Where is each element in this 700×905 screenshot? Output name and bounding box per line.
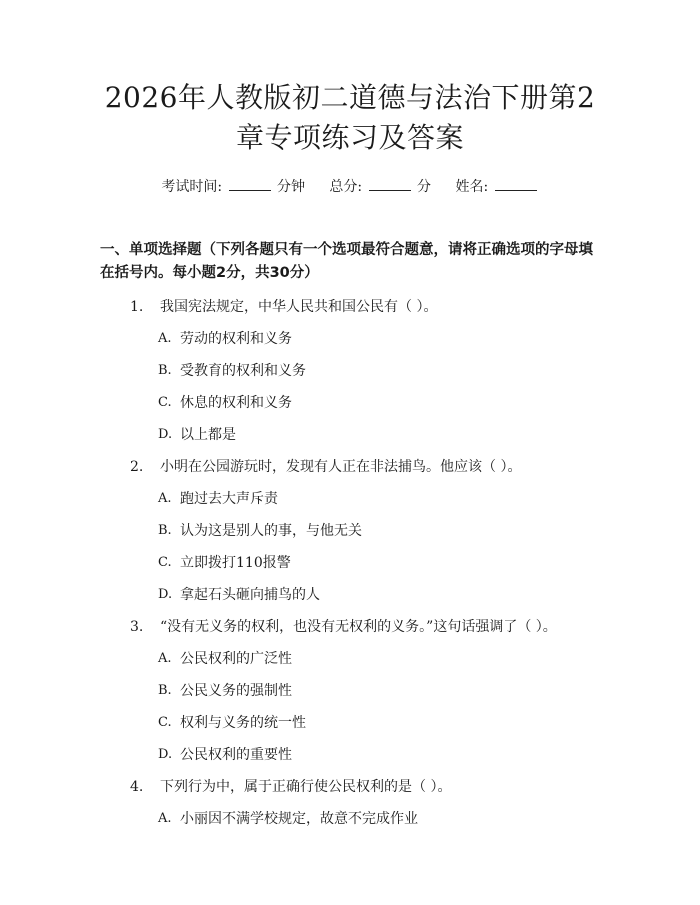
- option-text: 公民义务的强制性: [180, 683, 292, 699]
- option-text: 跑过去大声斥责: [180, 491, 278, 507]
- document-title: 2026年人教版初二道德与法治下册第2章专项练习及答案: [104, 81, 596, 154]
- answer-option: [158, 329, 600, 349]
- exam-time-field: [161, 176, 305, 197]
- question-text: “没有无义务的权利，也没有无权利的义务。”这句话强调了（ ）。: [160, 619, 557, 635]
- option-text: 以上都是: [180, 427, 236, 443]
- total-score-field: [329, 176, 431, 197]
- question-item: [130, 777, 600, 829]
- option-letter: A.: [158, 811, 172, 826]
- question-item: [130, 297, 600, 445]
- option-letter: A.: [158, 491, 172, 506]
- option-letter: B.: [158, 363, 172, 378]
- section-heading-single-choice: 一、单项选择题（下列各题只有一个选项最符合题意，请将正确选项的字母填在括号内。每小题2分，共30分）: [100, 242, 593, 281]
- question-stem: [130, 617, 600, 637]
- option-list: [158, 489, 600, 605]
- option-list: [158, 809, 600, 829]
- option-text: 劳动的权利和义务: [180, 331, 292, 347]
- option-text: 公民权利的重要性: [180, 747, 292, 763]
- answer-option: [158, 393, 600, 413]
- option-letter: B.: [158, 523, 172, 538]
- answer-option: [158, 649, 600, 669]
- question-text: 小明在公园游玩时，发现有人正在非法捕鸟。他应该（ ）。: [160, 459, 522, 475]
- question-number: 3.: [130, 619, 144, 635]
- question-stem: [130, 297, 600, 317]
- answer-option: [158, 361, 600, 381]
- option-letter: D.: [158, 587, 173, 602]
- option-list: [158, 649, 600, 765]
- option-letter: C.: [158, 715, 172, 730]
- student-name-field: [455, 176, 538, 197]
- question-number: 1.: [130, 299, 144, 315]
- option-letter: D.: [158, 747, 173, 762]
- option-list: [158, 329, 600, 445]
- total-score-blank: [369, 176, 411, 191]
- option-letter: B.: [158, 683, 172, 698]
- question-item: [130, 457, 600, 605]
- question-item: [130, 617, 600, 765]
- answer-option: [158, 489, 600, 509]
- total-score-unit: 分: [417, 179, 432, 195]
- total-score-label: 总分:: [329, 179, 363, 195]
- option-text: 小丽因不满学校规定，故意不完成作业: [180, 811, 418, 827]
- option-text: 权利与义务的统一性: [180, 715, 306, 731]
- option-text: 立即拨打110报警: [180, 555, 291, 571]
- answer-option: [158, 713, 600, 733]
- option-letter: D.: [158, 427, 173, 442]
- answer-option: [158, 745, 600, 765]
- question-stem: [130, 777, 600, 797]
- question-stem: [130, 457, 600, 477]
- answer-option: [158, 425, 600, 445]
- question-number: 2.: [130, 459, 144, 475]
- question-list: [100, 297, 600, 829]
- question-number: 4.: [130, 779, 144, 795]
- question-text: 我国宪法规定，中华人民共和国公民有（ ）。: [160, 299, 438, 315]
- question-text: 下列行为中，属于正确行使公民权利的是（ ）。: [160, 779, 452, 795]
- answer-option: [158, 553, 600, 573]
- exam-time-label: 考试时间:: [161, 179, 223, 195]
- option-text: 公民权利的广泛性: [180, 651, 292, 667]
- exam-meta-line: [100, 176, 600, 197]
- option-text: 认为这是别人的事，与他无关: [180, 523, 362, 539]
- student-name-blank: [495, 176, 537, 191]
- option-letter: A.: [158, 651, 172, 666]
- option-text: 休息的权利和义务: [180, 395, 292, 411]
- exam-time-blank: [229, 176, 271, 191]
- option-text: 拿起石头砸向捕鸟的人: [180, 587, 320, 603]
- answer-option: [158, 521, 600, 541]
- answer-option: [158, 585, 600, 605]
- option-letter: A.: [158, 331, 172, 346]
- option-letter: C.: [158, 555, 172, 570]
- option-letter: C.: [158, 395, 172, 410]
- student-name-label: 姓名:: [455, 179, 489, 195]
- exam-time-unit: 分钟: [276, 179, 305, 195]
- answer-option: [158, 681, 600, 701]
- answer-option: [158, 809, 600, 829]
- option-text: 受教育的权利和义务: [180, 363, 306, 379]
